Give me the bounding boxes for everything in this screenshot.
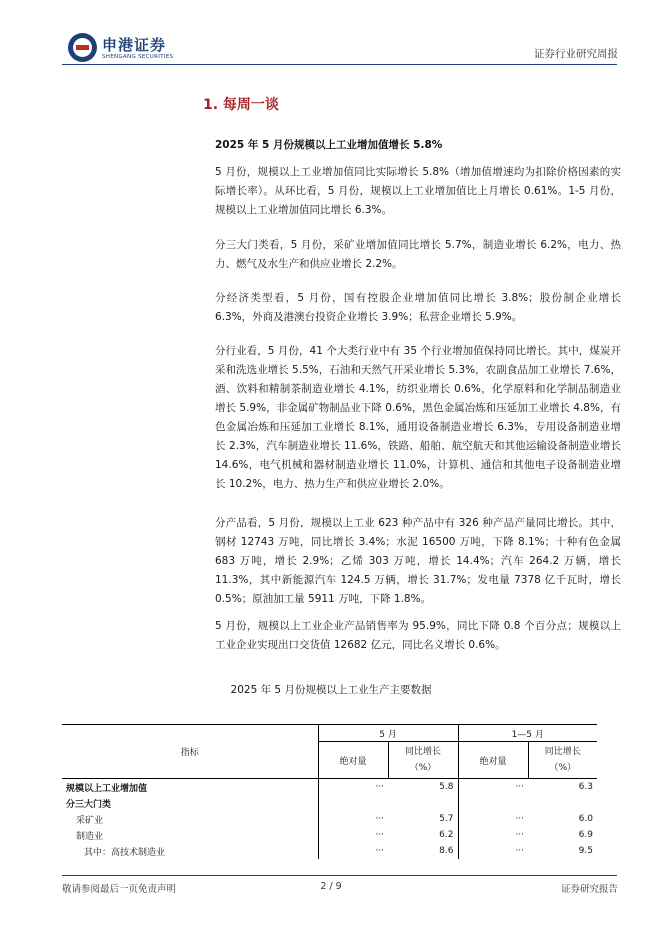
paragraph: 分经济类型看，5 月份，国有控股企业增加值同比增长 3.8%；股份制企业增长 6.3%，外商及港澳台投资企业增长 3.9%；私营企业增长 5.9%。 (215, 292, 621, 323)
abs-header: 绝对量 (458, 742, 528, 779)
period-month-header: 5 月 (318, 725, 458, 742)
table-row: 分三大门类 (62, 795, 597, 811)
table-row: 制造业 ··· 6.2 ··· 6.9 (62, 827, 597, 843)
paragraph: 分产品看，5 月份，规模以上工业 623 种产品中有 326 种产品产量同比增长。其中，钢材 12743 万吨，同比增长 3.4%；水泥 16500 万吨，下降 8.1%；十种有色金属 683 万吨，增长 2.9%；乙烯 303 万吨，增长 14.4%；汽车 264.2 万辆，增长 11.3%，其中新能源汽车 124.5 万辆，增长 31.7%；发电量 7378 亿千瓦时，增长 0.5%；原油加工量 5911 万吨，下降 1.8%。 (215, 517, 621, 605)
indicator-header: 指标 (62, 725, 318, 779)
report-type: 证券行业研究周报 (534, 48, 618, 60)
footer-report-label: 证券研究报告 (560, 884, 618, 895)
section-title: 1. 每周一谈 (203, 97, 279, 113)
industrial-data-table (62, 724, 597, 859)
paragraph: 分行业看，5 月份，41 个大类行业中有 35 个行业增加值保持同比增长。其中，煤炭开采和洗选业增长 5.5%，石油和天然气开采业增长 5.3%，农副食品加工业增长 7.6%，酒、饮料和精制茶制造业增长 4.1%，纺织业增长 0.6%，化学原料和化学制品制造业增长 5.9%，非金属矿物制品业下降 0.6%，黑色金属冶炼和压延加工业增长 4.8%，有色金属冶炼和压延加工业增长 8.1%，通用设备制造业增长 6.3%，专用设备制造业增长 2.3%，汽车制造业增长 11.6%，铁路、船舶、航空航天和其他运输设备制造业增长 14.6%，电气机械和器材制造业增长 11.0%，计算机、通信和其他电子设备制造业增长 10.2%，电力、热力生产和供应业增长 2.0%。 (215, 345, 621, 490)
logo-english-name: SHENGANG SECURITIES (102, 54, 174, 60)
period-ytd-header: 1—5 月 (458, 725, 597, 742)
logo-emblem-icon (68, 33, 97, 62)
yoy-header: 同比增长 （%） (388, 742, 458, 779)
logo-chinese-name: 申港证券 (102, 36, 167, 54)
footer-divider (62, 875, 617, 876)
table-caption: 2025 年 5 月份规模以上工业生产主要数据 (230, 684, 432, 696)
yoy-header: 同比增长 （%） (528, 742, 597, 779)
footer-disclaimer: 敬请参阅最后一页免责声明 (62, 884, 177, 895)
company-logo (68, 33, 184, 63)
table-header-row (62, 725, 597, 742)
table-row: 采矿业 ··· 5.7 ··· 6.0 (62, 811, 597, 827)
table-row: 其中：高技术制造业 ··· 8.6 ··· 9.5 (62, 843, 597, 859)
paragraph: 5 月份，规模以上工业增加值同比实际增长 5.8%（增加值增速均为扣除价格因素的实际增长率）。从环比看，5 月份，规模以上工业增加值比上月增长 0.61%。1-5 月份，规模以上工业增加值同比增长 6.3%。 (215, 166, 621, 216)
page-number: 2 / 9 (320, 881, 342, 892)
table-row: 规模以上工业增加值 ··· 5.8 ··· 6.3 (62, 779, 597, 796)
header-divider (62, 64, 617, 65)
abs-header: 绝对量 (318, 742, 388, 779)
paragraph: 分三大门类看，5 月份，采矿业增加值同比增长 5.7%，制造业增长 6.2%，电力、热力、燃气及水生产和供应业增长 2.2%。 (215, 239, 621, 270)
subheading: 2025 年 5 月份规模以上工业增加值增长 5.8% (215, 139, 443, 151)
paragraph: 5 月份，规模以上工业企业产品销售率为 95.9%，同比下降 0.8 个百分点；规模以上工业企业实现出口交货值 12682 亿元，同比名义增长 0.6%。 (215, 620, 621, 651)
